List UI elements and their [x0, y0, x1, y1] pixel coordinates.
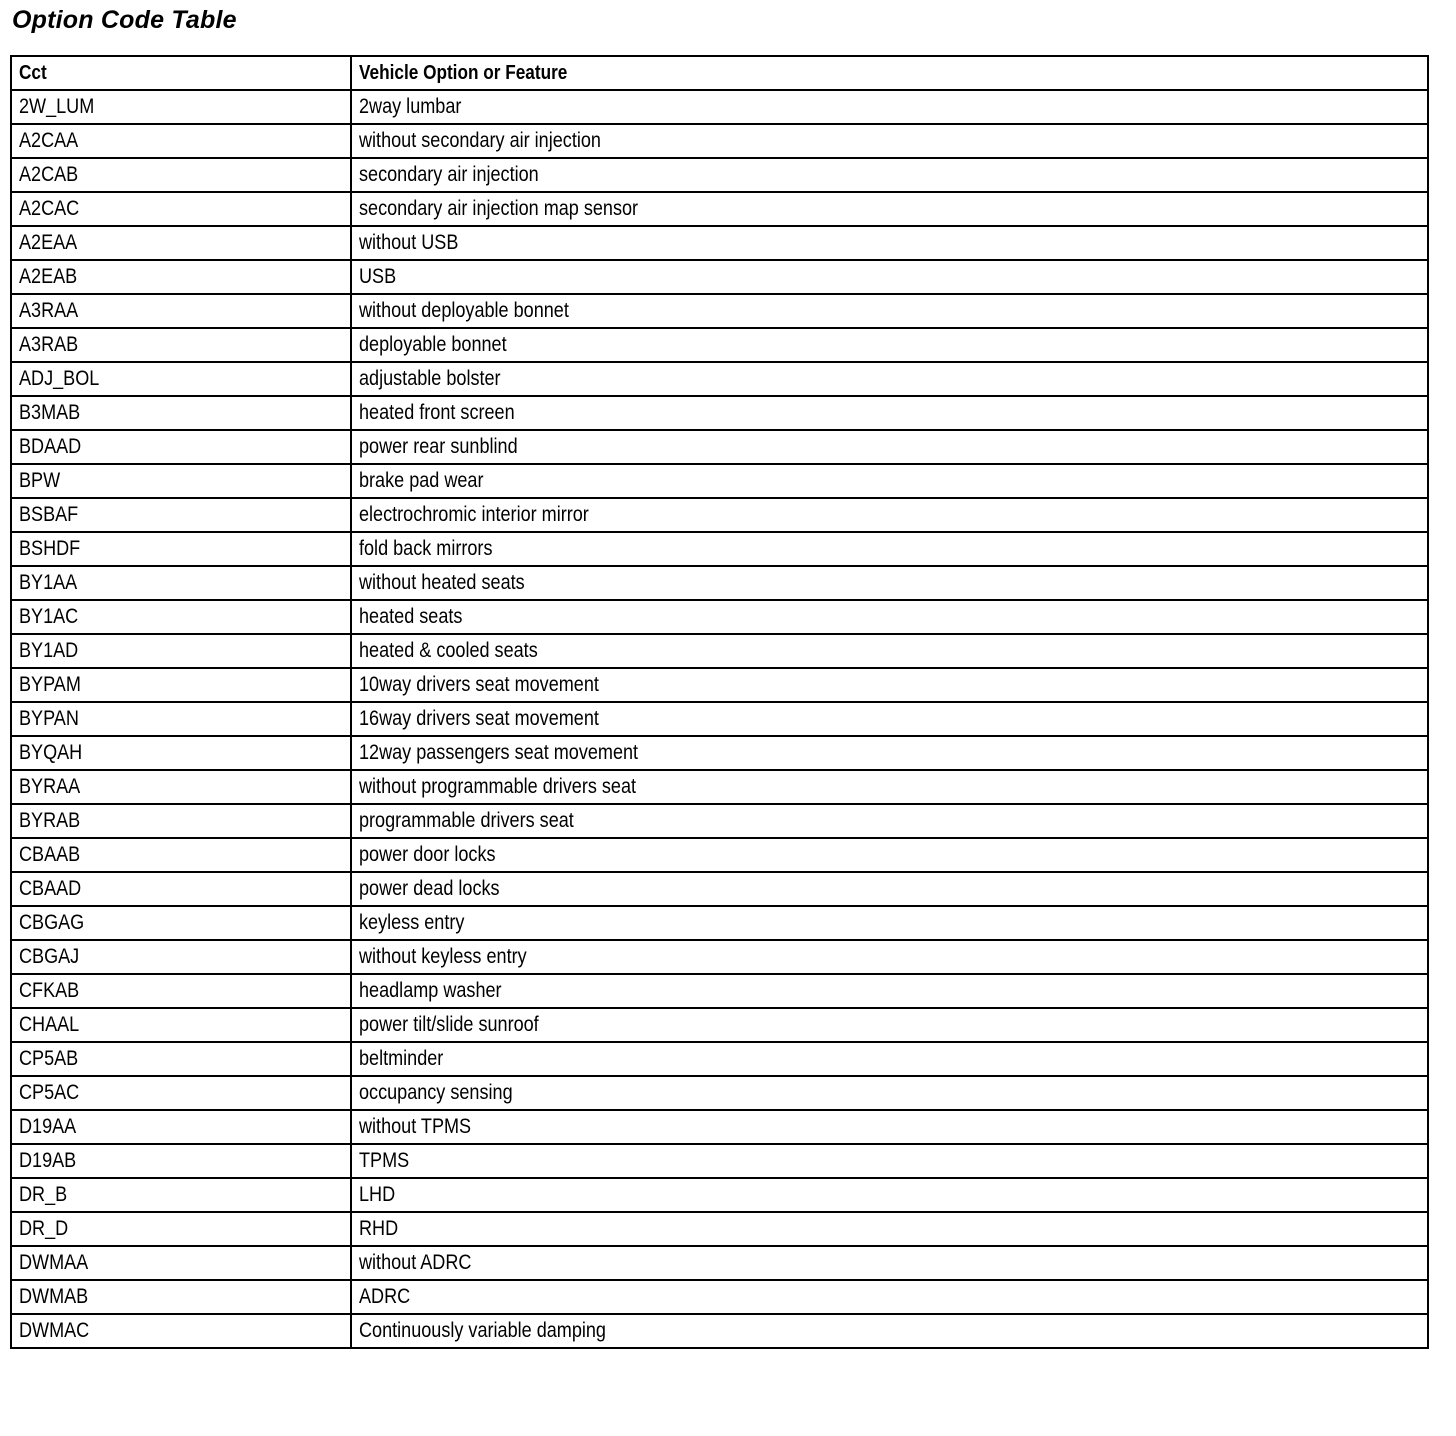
option-code-cell: DWMAC: [11, 1314, 351, 1348]
option-code-cell: BYQAH: [11, 736, 351, 770]
option-feature-cell: secondary air injection: [351, 158, 1428, 192]
option-code-cell: ADJ_BOL: [11, 362, 351, 396]
option-code-cell: D19AA: [11, 1110, 351, 1144]
option-code-cell: A2CAA: [11, 124, 351, 158]
table-row: [11, 1212, 1428, 1246]
table-row: [11, 1246, 1428, 1280]
table-row: [11, 1178, 1428, 1212]
option-code-cell: BDAAD: [11, 430, 351, 464]
option-feature-cell: brake pad wear: [351, 464, 1428, 498]
option-feature-cell: without deployable bonnet: [351, 294, 1428, 328]
option-code-cell: BPW: [11, 464, 351, 498]
option-feature-cell: without USB: [351, 226, 1428, 260]
option-feature-cell: power tilt/slide sunroof: [351, 1008, 1428, 1042]
table-row: [11, 464, 1428, 498]
option-code-cell: CP5AB: [11, 1042, 351, 1076]
table-row: [11, 974, 1428, 1008]
table-row: [11, 770, 1428, 804]
option-code-cell: CP5AC: [11, 1076, 351, 1110]
table-row: [11, 668, 1428, 702]
table-row: [11, 1144, 1428, 1178]
option-code-cell: BYPAM: [11, 668, 351, 702]
table-row: [11, 158, 1428, 192]
option-feature-cell: electrochromic interior mirror: [351, 498, 1428, 532]
option-code-cell: CBAAD: [11, 872, 351, 906]
option-code-cell: BSBAF: [11, 498, 351, 532]
option-code-cell: CBGAJ: [11, 940, 351, 974]
table-row: [11, 838, 1428, 872]
column-header-feature: Vehicle Option or Feature: [351, 56, 1428, 90]
option-code-cell: DWMAB: [11, 1280, 351, 1314]
table-row: [11, 498, 1428, 532]
option-feature-cell: beltminder: [351, 1042, 1428, 1076]
column-header-code: Cct: [11, 56, 351, 90]
option-feature-cell: without secondary air injection: [351, 124, 1428, 158]
option-feature-cell: without heated seats: [351, 566, 1428, 600]
option-feature-cell: power door locks: [351, 838, 1428, 872]
table-row: [11, 940, 1428, 974]
option-feature-cell: heated & cooled seats: [351, 634, 1428, 668]
option-code-cell: BY1AA: [11, 566, 351, 600]
table-row: [11, 90, 1428, 124]
option-code-cell: BYPAN: [11, 702, 351, 736]
option-code-table: [10, 55, 1429, 1349]
option-feature-cell: 2way lumbar: [351, 90, 1428, 124]
option-feature-cell: USB: [351, 260, 1428, 294]
option-feature-cell: programmable drivers seat: [351, 804, 1428, 838]
option-feature-cell: without ADRC: [351, 1246, 1428, 1280]
table-row: [11, 1008, 1428, 1042]
option-code-cell: CBAAB: [11, 838, 351, 872]
option-feature-cell: 16way drivers seat movement: [351, 702, 1428, 736]
page-title: Option Code Table: [12, 6, 237, 34]
option-feature-cell: LHD: [351, 1178, 1428, 1212]
option-feature-cell: RHD: [351, 1212, 1428, 1246]
table-row: [11, 328, 1428, 362]
option-feature-cell: 12way passengers seat movement: [351, 736, 1428, 770]
option-code-cell: DR_D: [11, 1212, 351, 1246]
table-row: [11, 226, 1428, 260]
option-feature-cell: occupancy sensing: [351, 1076, 1428, 1110]
option-feature-cell: power rear sunblind: [351, 430, 1428, 464]
option-code-cell: BSHDF: [11, 532, 351, 566]
option-code-cell: B3MAB: [11, 396, 351, 430]
option-code-cell: BYRAA: [11, 770, 351, 804]
option-feature-cell: headlamp washer: [351, 974, 1428, 1008]
option-feature-cell: heated front screen: [351, 396, 1428, 430]
table-row: [11, 362, 1428, 396]
option-code-cell: A2CAB: [11, 158, 351, 192]
table-row: [11, 1076, 1428, 1110]
table-row: [11, 1314, 1428, 1348]
table-row: [11, 1042, 1428, 1076]
table-row: [11, 906, 1428, 940]
option-code-cell: D19AB: [11, 1144, 351, 1178]
table-row: [11, 736, 1428, 770]
option-feature-cell: power dead locks: [351, 872, 1428, 906]
option-feature-cell: secondary air injection map sensor: [351, 192, 1428, 226]
option-feature-cell: ADRC: [351, 1280, 1428, 1314]
option-code-cell: A2EAB: [11, 260, 351, 294]
option-feature-cell: heated seats: [351, 600, 1428, 634]
option-code-cell: A2EAA: [11, 226, 351, 260]
table-row: [11, 804, 1428, 838]
option-code-cell: 2W_LUM: [11, 90, 351, 124]
table-row: [11, 872, 1428, 906]
option-feature-cell: without keyless entry: [351, 940, 1428, 974]
table-row: [11, 294, 1428, 328]
option-code-cell: A3RAA: [11, 294, 351, 328]
table-header-row: [11, 56, 1428, 90]
table-row: [11, 396, 1428, 430]
option-code-cell: DR_B: [11, 1178, 351, 1212]
table-row: [11, 1280, 1428, 1314]
option-feature-cell: 10way drivers seat movement: [351, 668, 1428, 702]
option-code-cell: A2CAC: [11, 192, 351, 226]
option-code-cell: CFKAB: [11, 974, 351, 1008]
option-code-cell: CBGAG: [11, 906, 351, 940]
option-code-cell: DWMAA: [11, 1246, 351, 1280]
table-row: [11, 600, 1428, 634]
table-row: [11, 702, 1428, 736]
table-row: [11, 260, 1428, 294]
option-code-cell: A3RAB: [11, 328, 351, 362]
option-feature-cell: deployable bonnet: [351, 328, 1428, 362]
table-row: [11, 192, 1428, 226]
option-feature-cell: keyless entry: [351, 906, 1428, 940]
option-feature-cell: Continuously variable damping: [351, 1314, 1428, 1348]
table-row: [11, 532, 1428, 566]
option-feature-cell: fold back mirrors: [351, 532, 1428, 566]
option-code-cell: BYRAB: [11, 804, 351, 838]
table-row: [11, 124, 1428, 158]
option-code-cell: BY1AD: [11, 634, 351, 668]
option-feature-cell: without TPMS: [351, 1110, 1428, 1144]
table-row: [11, 430, 1428, 464]
option-code-cell: BY1AC: [11, 600, 351, 634]
table-row: [11, 1110, 1428, 1144]
option-code-cell: CHAAL: [11, 1008, 351, 1042]
option-feature-cell: without programmable drivers seat: [351, 770, 1428, 804]
option-feature-cell: adjustable bolster: [351, 362, 1428, 396]
table-row: [11, 634, 1428, 668]
table-row: [11, 566, 1428, 600]
option-feature-cell: TPMS: [351, 1144, 1428, 1178]
